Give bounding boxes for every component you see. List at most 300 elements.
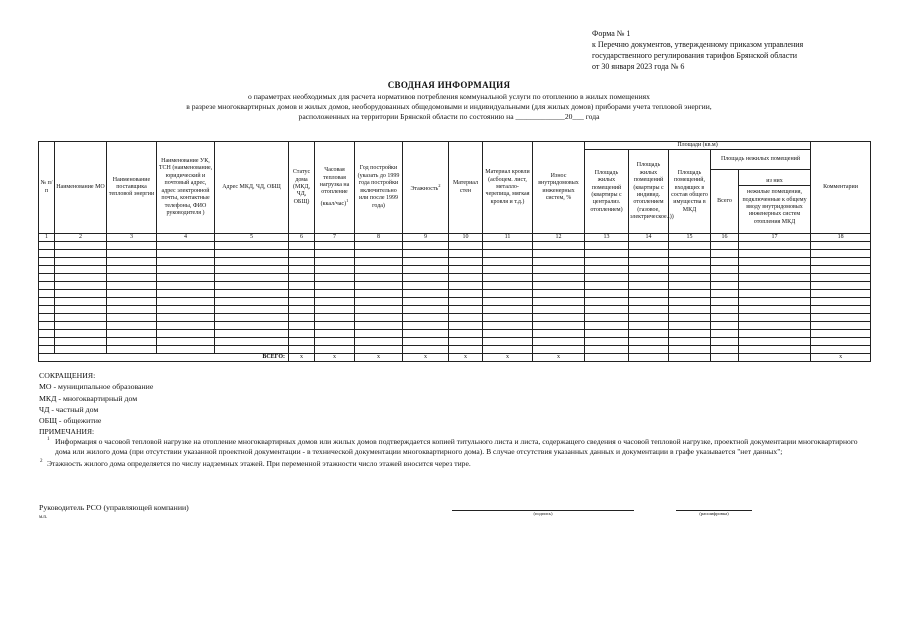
table-cell[interactable] xyxy=(315,290,355,298)
table-cell[interactable] xyxy=(669,266,711,274)
table-cell[interactable] xyxy=(669,298,711,306)
table-cell[interactable] xyxy=(629,282,669,290)
header-number: № п/п xyxy=(39,142,55,234)
table-cell[interactable] xyxy=(355,242,403,250)
table-cell[interactable] xyxy=(289,306,315,314)
table-cell[interactable] xyxy=(629,258,669,266)
table-cell[interactable] xyxy=(215,314,289,322)
table-cell[interactable] xyxy=(289,258,315,266)
table-cell[interactable] xyxy=(483,282,533,290)
table-cell[interactable] xyxy=(449,274,483,282)
table-cell[interactable] xyxy=(215,338,289,346)
table-cell[interactable] xyxy=(533,274,585,282)
table-cell[interactable] xyxy=(449,322,483,330)
table-cell[interactable] xyxy=(811,290,871,298)
total-row xyxy=(39,354,871,362)
table-cell[interactable] xyxy=(289,290,315,298)
header-roof-material: Материал кровли (асбоцем. лист, металло-черепица, мягкая кровля и т.д.) xyxy=(483,142,533,234)
table-cell[interactable] xyxy=(39,250,55,258)
table-cell[interactable] xyxy=(711,274,739,282)
table-cell[interactable] xyxy=(107,274,157,282)
table-cell[interactable] xyxy=(403,346,449,354)
table-cell[interactable] xyxy=(289,250,315,258)
table-cell[interactable] xyxy=(533,298,585,306)
table-cell[interactable] xyxy=(533,266,585,274)
table-cell[interactable] xyxy=(811,314,871,322)
table-cell[interactable] xyxy=(55,298,107,306)
table-cell[interactable] xyxy=(315,346,355,354)
column-number: 2 xyxy=(55,234,107,242)
table-cell[interactable] xyxy=(355,290,403,298)
table-cell[interactable] xyxy=(669,330,711,338)
abbreviation-item: ОБЩ - общежитие xyxy=(39,416,102,426)
form-number: Форма № 1 xyxy=(592,29,631,38)
table-cell[interactable] xyxy=(669,282,711,290)
table-cell[interactable] xyxy=(157,322,215,330)
table-cell[interactable] xyxy=(107,250,157,258)
table-cell[interactable] xyxy=(157,346,215,354)
table-cell[interactable] xyxy=(585,258,629,266)
table-cell[interactable] xyxy=(449,298,483,306)
table-cell[interactable] xyxy=(157,242,215,250)
form-reference xyxy=(592,28,892,72)
table-cell[interactable] xyxy=(39,298,55,306)
header-mo: Наименование МО xyxy=(55,142,107,234)
form-ref-date: от 30 января 2023 года № 6 xyxy=(592,62,685,71)
table-cell[interactable] xyxy=(107,330,157,338)
table-row xyxy=(39,258,871,266)
table-cell[interactable] xyxy=(533,306,585,314)
table-cell[interactable] xyxy=(533,258,585,266)
table-cell[interactable] xyxy=(355,298,403,306)
table-cell[interactable] xyxy=(157,282,215,290)
table-cell[interactable] xyxy=(315,274,355,282)
table-cell[interactable] xyxy=(711,330,739,338)
table-cell[interactable] xyxy=(39,338,55,346)
column-number: 13 xyxy=(585,234,629,242)
table-cell[interactable] xyxy=(533,282,585,290)
table-cell[interactable] xyxy=(315,306,355,314)
table-cell[interactable] xyxy=(585,330,629,338)
table-cell[interactable] xyxy=(215,242,289,250)
table-cell[interactable] xyxy=(157,298,215,306)
table-cell[interactable] xyxy=(669,242,711,250)
table-cell[interactable] xyxy=(403,314,449,322)
table-cell[interactable] xyxy=(107,282,157,290)
table-cell[interactable] xyxy=(483,322,533,330)
table-cell[interactable] xyxy=(39,330,55,338)
table-cell[interactable] xyxy=(739,274,811,282)
subtitle-line-1: о параметрах необходимых для расчета нормативов потребления коммунальной услуги по отоплению в жилых помещениях xyxy=(248,92,650,101)
table-cell[interactable] xyxy=(629,306,669,314)
table-cell[interactable] xyxy=(483,266,533,274)
table-cell[interactable] xyxy=(157,330,215,338)
table-cell[interactable] xyxy=(449,338,483,346)
table-cell[interactable] xyxy=(289,338,315,346)
table-cell[interactable] xyxy=(629,298,669,306)
table-cell[interactable] xyxy=(811,330,871,338)
total-cell: x xyxy=(315,354,355,362)
table-cell[interactable] xyxy=(55,258,107,266)
table-cell[interactable] xyxy=(107,322,157,330)
table-cell[interactable] xyxy=(403,266,449,274)
table-cell[interactable] xyxy=(315,266,355,274)
total-cell xyxy=(669,354,711,362)
table-cell[interactable] xyxy=(55,306,107,314)
table-cell[interactable] xyxy=(403,242,449,250)
table-cell[interactable] xyxy=(107,298,157,306)
header-build-year: Год постройки (указать до 1999 года постройки включительно или после 1999 года) xyxy=(355,142,403,234)
column-number: 6 xyxy=(289,234,315,242)
table-cell[interactable] xyxy=(669,274,711,282)
table-row xyxy=(39,314,871,322)
table-cell[interactable] xyxy=(403,258,449,266)
table-cell[interactable] xyxy=(449,242,483,250)
table-cell[interactable] xyxy=(811,258,871,266)
abbreviation-item: МКД - многоквартирный дом xyxy=(39,393,138,403)
total-cell xyxy=(711,354,739,362)
table-cell[interactable] xyxy=(107,242,157,250)
table-cell[interactable] xyxy=(711,282,739,290)
note-1 xyxy=(39,437,875,457)
column-number: 15 xyxy=(669,234,711,242)
note-2 xyxy=(39,459,867,469)
table-cell[interactable] xyxy=(629,266,669,274)
table-cell[interactable] xyxy=(157,306,215,314)
table-cell[interactable] xyxy=(157,266,215,274)
table-cell[interactable] xyxy=(811,338,871,346)
table-cell[interactable] xyxy=(483,290,533,298)
table-cell[interactable] xyxy=(811,242,871,250)
table-cell[interactable] xyxy=(289,274,315,282)
table-cell[interactable] xyxy=(811,346,871,354)
table-cell[interactable] xyxy=(215,250,289,258)
table-cell[interactable] xyxy=(215,298,289,306)
table-cell[interactable] xyxy=(315,298,355,306)
table-cell[interactable] xyxy=(403,330,449,338)
column-number-row xyxy=(39,234,871,242)
table-cell[interactable] xyxy=(483,314,533,322)
table-cell[interactable] xyxy=(449,258,483,266)
table-cell[interactable] xyxy=(669,290,711,298)
table-cell[interactable] xyxy=(585,298,629,306)
table-cell[interactable] xyxy=(289,266,315,274)
table-cell[interactable] xyxy=(355,338,403,346)
table-cell[interactable] xyxy=(739,314,811,322)
table-cell[interactable] xyxy=(669,338,711,346)
abbreviation-item: ЧД - частный дом xyxy=(39,404,99,414)
table-cell[interactable] xyxy=(289,346,315,354)
table-cell[interactable] xyxy=(811,274,871,282)
table-cell[interactable] xyxy=(55,250,107,258)
table-cell[interactable] xyxy=(289,322,315,330)
column-number: 8 xyxy=(355,234,403,242)
table-cell[interactable] xyxy=(215,282,289,290)
table-cell[interactable] xyxy=(39,290,55,298)
table-cell[interactable] xyxy=(585,306,629,314)
table-cell[interactable] xyxy=(811,266,871,274)
table-cell[interactable] xyxy=(669,346,711,354)
table-cell[interactable] xyxy=(585,346,629,354)
table-cell[interactable] xyxy=(711,322,739,330)
table-cell[interactable] xyxy=(449,250,483,258)
table-cell[interactable] xyxy=(355,282,403,290)
table-cell[interactable] xyxy=(629,330,669,338)
table-cell[interactable] xyxy=(711,250,739,258)
table-cell[interactable] xyxy=(289,282,315,290)
table-cell[interactable] xyxy=(585,242,629,250)
table-cell[interactable] xyxy=(739,290,811,298)
table-cell[interactable] xyxy=(533,314,585,322)
table-cell[interactable] xyxy=(215,322,289,330)
table-cell[interactable] xyxy=(811,250,871,258)
table-cell[interactable] xyxy=(107,290,157,298)
table-cell[interactable] xyxy=(533,322,585,330)
table-cell[interactable] xyxy=(55,242,107,250)
table-cell[interactable] xyxy=(215,346,289,354)
table-cell[interactable] xyxy=(449,330,483,338)
table-row xyxy=(39,322,871,330)
table-cell[interactable] xyxy=(55,274,107,282)
table-cell[interactable] xyxy=(55,282,107,290)
table-cell[interactable] xyxy=(483,330,533,338)
table-cell[interactable] xyxy=(483,258,533,266)
table-cell[interactable] xyxy=(585,322,629,330)
table-cell[interactable] xyxy=(55,266,107,274)
table-cell[interactable] xyxy=(107,306,157,314)
table-cell[interactable] xyxy=(483,346,533,354)
table-cell[interactable] xyxy=(629,274,669,282)
table-cell[interactable] xyxy=(533,242,585,250)
table-cell[interactable] xyxy=(533,290,585,298)
table-cell[interactable] xyxy=(403,290,449,298)
column-number: 16 xyxy=(711,234,739,242)
table-cell[interactable] xyxy=(711,298,739,306)
table-cell[interactable] xyxy=(811,322,871,330)
table-cell[interactable] xyxy=(739,306,811,314)
table-cell[interactable] xyxy=(215,266,289,274)
table-cell[interactable] xyxy=(811,306,871,314)
table-cell[interactable] xyxy=(483,298,533,306)
table-cell[interactable] xyxy=(739,330,811,338)
table-cell[interactable] xyxy=(355,250,403,258)
table-cell[interactable] xyxy=(107,266,157,274)
table-cell[interactable] xyxy=(215,274,289,282)
table-cell[interactable] xyxy=(711,242,739,250)
table-cell[interactable] xyxy=(107,258,157,266)
table-cell[interactable] xyxy=(39,266,55,274)
table-cell[interactable] xyxy=(403,338,449,346)
signature-field xyxy=(452,510,634,516)
table-cell[interactable] xyxy=(739,322,811,330)
header-comments: Комментарии xyxy=(811,142,871,234)
table-cell[interactable] xyxy=(315,338,355,346)
table-cell[interactable] xyxy=(355,330,403,338)
table-cell[interactable] xyxy=(811,298,871,306)
table-cell[interactable] xyxy=(39,282,55,290)
form-ref-line: государственного регулирования тарифов Брянской области xyxy=(592,51,798,60)
table-cell[interactable] xyxy=(483,250,533,258)
table-cell[interactable] xyxy=(39,306,55,314)
table-cell[interactable] xyxy=(107,314,157,322)
table-cell[interactable] xyxy=(449,290,483,298)
table-cell[interactable] xyxy=(39,346,55,354)
table-cell[interactable] xyxy=(629,322,669,330)
table-cell[interactable] xyxy=(739,346,811,354)
header-address: Адрес МКД, ЧД, ОБЩ xyxy=(215,142,289,234)
table-cell[interactable] xyxy=(483,242,533,250)
header-area-group: Площади (кв.м) xyxy=(585,142,811,150)
table-cell[interactable] xyxy=(289,330,315,338)
table-cell[interactable] xyxy=(355,322,403,330)
table-cell[interactable] xyxy=(739,258,811,266)
subtitle-line-3: расположенных на территории Брянской области по состоянию на _____________20___ года xyxy=(298,112,600,121)
table-cell[interactable] xyxy=(355,306,403,314)
table-cell[interactable] xyxy=(585,290,629,298)
table-cell[interactable] xyxy=(403,322,449,330)
header-wall-material: Материал стен xyxy=(449,142,483,234)
table-cell[interactable] xyxy=(107,338,157,346)
table-cell[interactable] xyxy=(629,242,669,250)
table-cell[interactable] xyxy=(585,274,629,282)
table-cell[interactable] xyxy=(315,330,355,338)
table-cell[interactable] xyxy=(739,242,811,250)
table-cell[interactable] xyxy=(585,266,629,274)
table-cell[interactable] xyxy=(711,258,739,266)
table-cell[interactable] xyxy=(157,258,215,266)
table-cell[interactable] xyxy=(39,242,55,250)
table-cell[interactable] xyxy=(215,258,289,266)
table-cell[interactable] xyxy=(39,322,55,330)
table-cell[interactable] xyxy=(669,250,711,258)
table-cell[interactable] xyxy=(55,338,107,346)
table-cell[interactable] xyxy=(55,290,107,298)
footnote-mark: 2 xyxy=(438,183,441,188)
header-management-company: Наименование УК, ТСН (наименование, юридический и почтовый адрес, адрес электронной почты, контактные телефоны, ФИО руководителя ) xyxy=(157,142,215,234)
header-nonres-total: Всего xyxy=(711,170,739,234)
table-cell[interactable] xyxy=(215,330,289,338)
table-cell[interactable] xyxy=(669,306,711,314)
table-cell[interactable] xyxy=(711,338,739,346)
table-cell[interactable] xyxy=(157,290,215,298)
table-cell[interactable] xyxy=(215,306,289,314)
table-cell[interactable] xyxy=(629,346,669,354)
table-cell[interactable] xyxy=(629,290,669,298)
table-cell[interactable] xyxy=(811,282,871,290)
table-cell[interactable] xyxy=(157,338,215,346)
table-cell[interactable] xyxy=(449,346,483,354)
table-cell[interactable] xyxy=(449,282,483,290)
table-row xyxy=(39,298,871,306)
table-cell[interactable] xyxy=(629,250,669,258)
table-cell[interactable] xyxy=(483,338,533,346)
column-number: 10 xyxy=(449,234,483,242)
table-cell[interactable] xyxy=(157,250,215,258)
table-cell[interactable] xyxy=(739,298,811,306)
table-cell[interactable] xyxy=(403,298,449,306)
table-cell[interactable] xyxy=(533,250,585,258)
table-cell[interactable] xyxy=(449,306,483,314)
table-cell[interactable] xyxy=(449,314,483,322)
table-cell[interactable] xyxy=(533,346,585,354)
header-supplier: Наименование поставщика тепловой энергии xyxy=(107,142,157,234)
table-cell[interactable] xyxy=(403,282,449,290)
column-number: 18 xyxy=(811,234,871,242)
table-cell[interactable] xyxy=(711,346,739,354)
table-cell[interactable] xyxy=(315,282,355,290)
table-cell[interactable] xyxy=(585,314,629,322)
table-cell[interactable] xyxy=(739,338,811,346)
table-cell[interactable] xyxy=(739,266,811,274)
table-cell[interactable] xyxy=(355,314,403,322)
table-cell[interactable] xyxy=(315,322,355,330)
total-cell: x xyxy=(449,354,483,362)
table-cell[interactable] xyxy=(289,298,315,306)
table-cell[interactable] xyxy=(55,330,107,338)
table-cell[interactable] xyxy=(403,306,449,314)
table-cell[interactable] xyxy=(533,330,585,338)
table-cell[interactable] xyxy=(483,274,533,282)
table-cell[interactable] xyxy=(157,274,215,282)
table-cell[interactable] xyxy=(585,250,629,258)
table-cell[interactable] xyxy=(533,338,585,346)
column-number: 4 xyxy=(157,234,215,242)
total-cell: x xyxy=(483,354,533,362)
table-cell[interactable] xyxy=(449,266,483,274)
table-cell[interactable] xyxy=(315,250,355,258)
table-cell[interactable] xyxy=(39,314,55,322)
signature-caption: (подпись) xyxy=(533,511,553,516)
table-cell[interactable] xyxy=(629,314,669,322)
table-cell[interactable] xyxy=(39,258,55,266)
table-cell[interactable] xyxy=(55,322,107,330)
table-cell[interactable] xyxy=(739,250,811,258)
table-cell[interactable] xyxy=(107,346,157,354)
table-cell[interactable] xyxy=(315,258,355,266)
table-cell[interactable] xyxy=(403,250,449,258)
table-cell[interactable] xyxy=(315,242,355,250)
header-heat-load: Часовая тепловая нагрузка на отопление (ккал/час)$^1$ xyxy=(315,142,355,234)
table-cell[interactable] xyxy=(711,314,739,322)
table-cell[interactable] xyxy=(355,274,403,282)
table-cell[interactable] xyxy=(289,242,315,250)
table-cell[interactable] xyxy=(669,258,711,266)
table-cell[interactable] xyxy=(289,314,315,322)
table-cell[interactable] xyxy=(669,314,711,322)
table-cell[interactable] xyxy=(157,314,215,322)
table-row xyxy=(39,306,871,314)
table-cell[interactable] xyxy=(355,266,403,274)
table-cell[interactable] xyxy=(39,274,55,282)
table-cell[interactable] xyxy=(55,314,107,322)
table-cell[interactable] xyxy=(403,274,449,282)
table-cell[interactable] xyxy=(585,338,629,346)
table-cell[interactable] xyxy=(355,258,403,266)
table-cell[interactable] xyxy=(55,346,107,354)
table-cell[interactable] xyxy=(739,282,811,290)
table-cell[interactable] xyxy=(711,306,739,314)
table-cell[interactable] xyxy=(585,282,629,290)
table-cell[interactable] xyxy=(711,290,739,298)
table-cell[interactable] xyxy=(355,346,403,354)
table-cell[interactable] xyxy=(629,338,669,346)
header-area-common: Площадь помещений, входящих в состав общего имущества в МКД xyxy=(669,150,711,234)
table-cell[interactable] xyxy=(315,314,355,322)
table-cell[interactable] xyxy=(711,266,739,274)
table-cell[interactable] xyxy=(669,322,711,330)
table-cell[interactable] xyxy=(483,306,533,314)
table-cell[interactable] xyxy=(215,290,289,298)
